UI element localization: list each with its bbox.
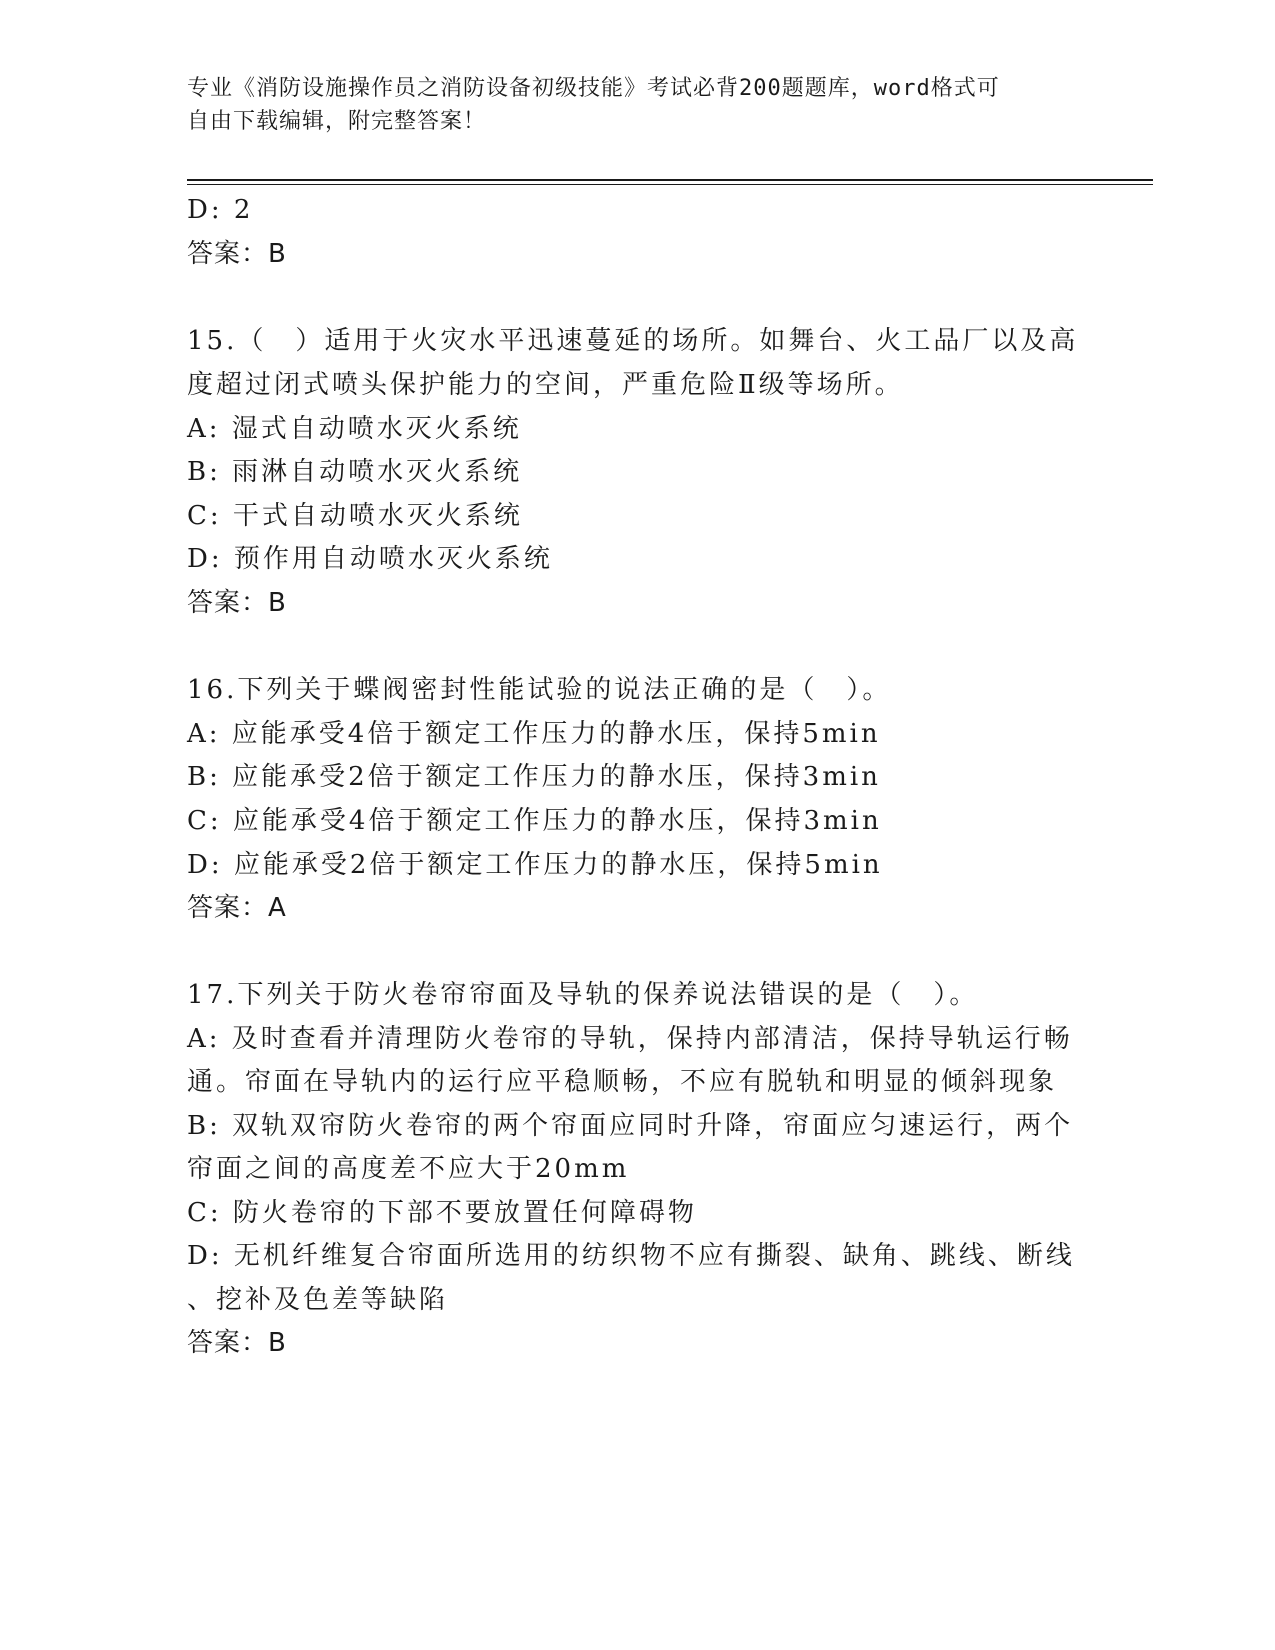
q14-answer: 答案：B <box>187 239 287 269</box>
q15-stem-line-2: 度超过闭式喷头保护能力的空间，严重危险Ⅱ级等场所。 <box>187 370 904 400</box>
q15-stem-line-1: 15.（ ）适用于火灾水平迅速蔓延的场所。如舞台、火工品厂以及高 <box>187 326 1079 356</box>
q16-option-c: C: 应能承受4倍于额定工作压力的静水压，保持3min <box>187 806 882 836</box>
q17-option-a-line-1: A: 及时查看并清理防火卷帘的导轨，保持内部清洁，保持导轨运行畅 <box>187 1024 1073 1054</box>
header-divider-thick <box>187 179 1153 181</box>
q14-option-d: D: 2 <box>187 195 254 225</box>
q17-option-b-line-1: B: 双轨双帘防火卷帘的两个帘面应同时升降，帘面应匀速运行，两个 <box>187 1111 1074 1141</box>
q15-option-b: B: 雨淋自动喷水灭火系统 <box>187 457 523 487</box>
q16-stem: 16.下列关于蝶阀密封性能试验的说法正确的是（ ）。 <box>187 675 892 705</box>
q16-answer: 答案：A <box>187 893 287 923</box>
header-line-2: 自由下载编辑，附完整答案！ <box>187 109 487 134</box>
q15-option-d: D: 预作用自动喷水灭火系统 <box>187 544 553 574</box>
q15-option-a: A: 湿式自动喷水灭火系统 <box>187 414 522 444</box>
header-divider-thin <box>187 184 1153 185</box>
q17-stem: 17.下列关于防火卷帘帘面及导轨的保养说法错误的是（ ）。 <box>187 980 979 1010</box>
q15-answer: 答案：B <box>187 588 287 618</box>
document-header <box>187 72 1087 138</box>
q16-option-b: B: 应能承受2倍于额定工作压力的静水压，保持3min <box>187 762 881 792</box>
q17-option-b-line-2: 帘面之间的高度差不应大于20mm <box>187 1154 630 1184</box>
q17-option-c: C: 防火卷帘的下部不要放置任何障碍物 <box>187 1198 697 1228</box>
q17-option-a-line-2: 通。帘面在导轨内的运行应平稳顺畅，不应有脱轨和明显的倾斜现象 <box>187 1067 1058 1097</box>
q17-answer: 答案：B <box>187 1328 287 1358</box>
q16-option-a: A: 应能承受4倍于额定工作压力的静水压，保持5min <box>187 719 881 749</box>
q16-option-d: D: 应能承受2倍于额定工作压力的静水压，保持5min <box>187 850 883 880</box>
q17-option-d-line-2: 、挖补及色差等缺陷 <box>187 1285 449 1315</box>
q15-option-c: C: 干式自动喷水灭火系统 <box>187 501 523 531</box>
q17-option-d-line-1: D: 无机纤维复合帘面所选用的纺织物不应有撕裂、缺角、跳线、断线 <box>187 1241 1075 1271</box>
header-line-1: 专业《消防设施操作员之消防设备初级技能》考试必背200题题库，word格式可 <box>187 76 1000 101</box>
